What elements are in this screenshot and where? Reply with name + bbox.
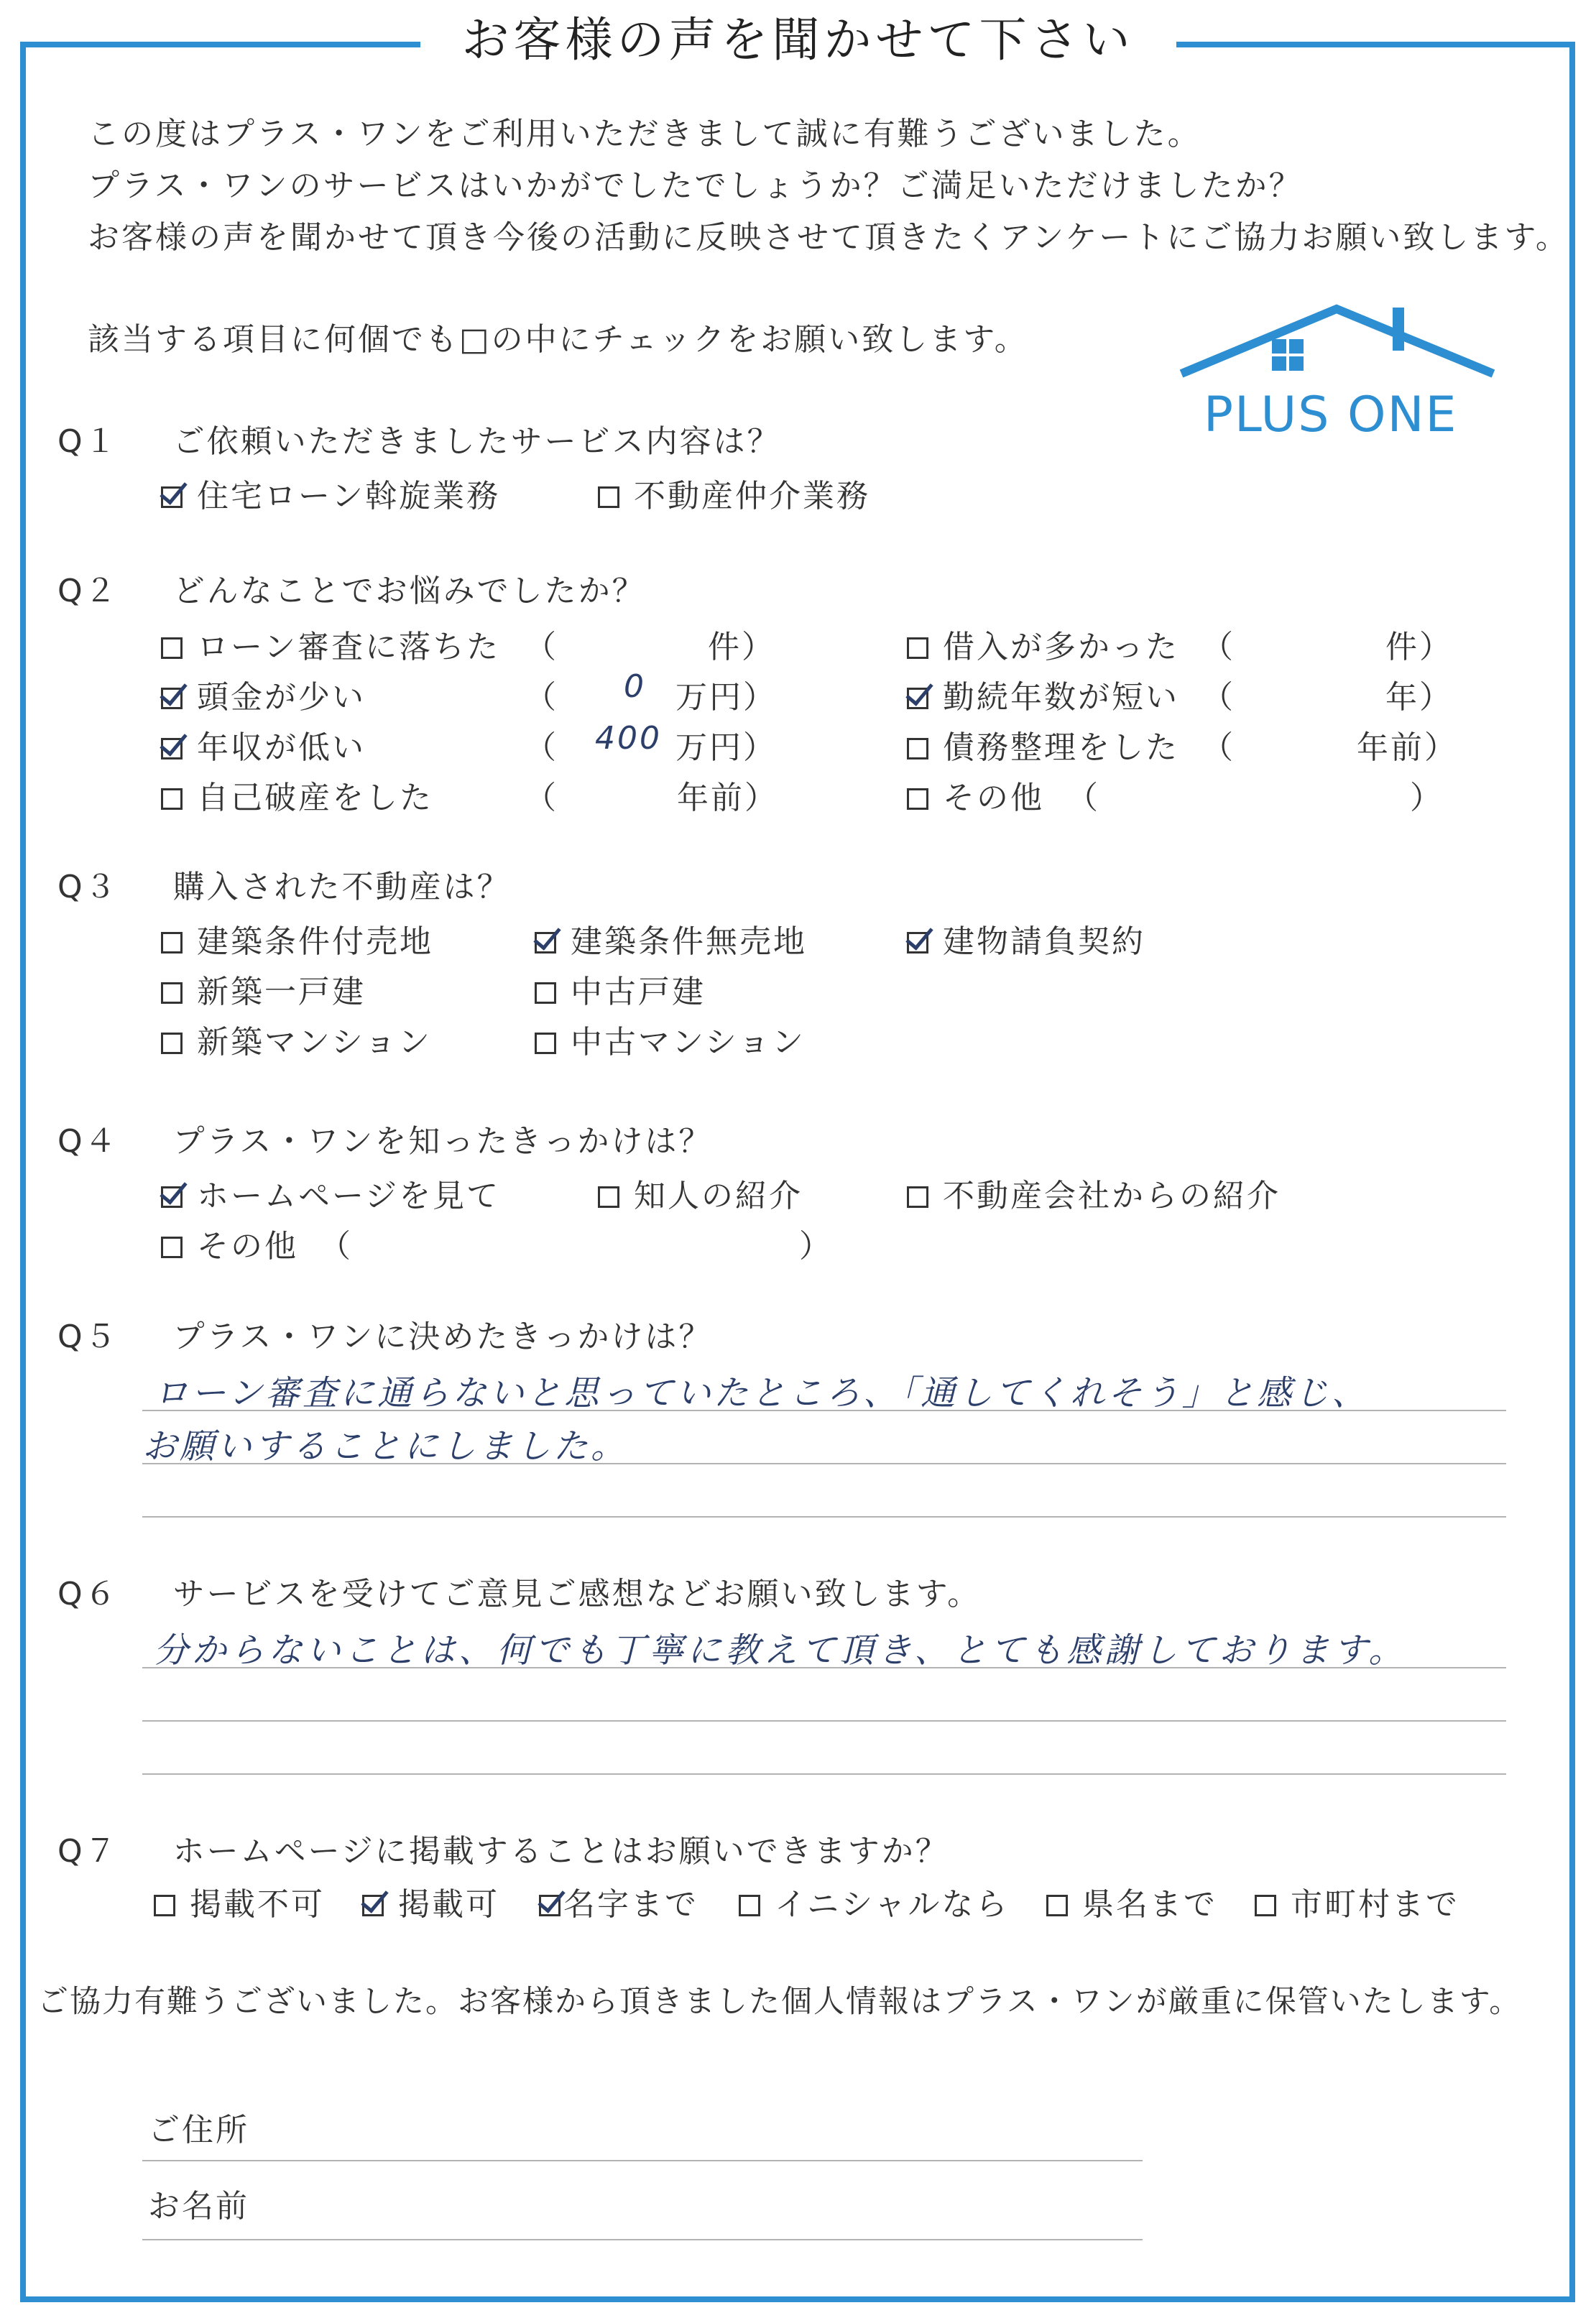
q2-question <box>57 565 646 611</box>
logo-text: PLUS ONE <box>1204 387 1458 443</box>
q7-question <box>57 1825 949 1871</box>
checkbox[interactable] <box>598 486 619 508</box>
q7-option-initials[interactable]: イニシャルなら <box>739 1878 1009 1924</box>
answer-line <box>142 1410 1506 1411</box>
checkbox[interactable] <box>907 1186 928 1208</box>
q2-paren-open: （ <box>1201 679 1235 716</box>
q2-option-bankruptcy[interactable]: 自己破産をした <box>161 772 433 818</box>
q2-option-loan-rejected[interactable]: ローン審査に落ちた <box>161 621 500 667</box>
q4-number: Q４ <box>57 1123 119 1160</box>
q2-option-low-income[interactable]: 年収が低い <box>161 721 366 767</box>
q2-paren-open: （ <box>1201 629 1235 665</box>
q5-answer-line-1: ローン審査に通らないと思っていたところ、「通してくれそう」と感じ、 <box>154 1373 1370 1413</box>
address-line[interactable] <box>142 2160 1143 2161</box>
checkbox-checked[interactable] <box>362 1895 384 1916</box>
q4-question <box>57 1115 712 1161</box>
q4-text: プラス・ワンを知ったきっかけは？ <box>172 1123 713 1160</box>
q3-text: 購入された不動産は？ <box>172 869 511 905</box>
q2-paren-open: （ <box>525 629 558 665</box>
q1-number: Q１ <box>57 423 119 460</box>
checkbox-checked[interactable] <box>161 738 183 759</box>
q7-option-surname-only[interactable]: 名字まで <box>539 1878 698 1924</box>
q3-option-new-condo[interactable]: 新築マンション <box>161 1016 432 1062</box>
checkbox[interactable] <box>907 738 928 759</box>
checkbox-checked[interactable] <box>161 486 183 508</box>
checkbox[interactable] <box>1046 1895 1068 1916</box>
answer-line <box>142 1463 1506 1464</box>
checkbox[interactable] <box>535 1033 556 1054</box>
answer-line <box>142 1773 1506 1775</box>
q7-option-allowed[interactable]: 掲載可 <box>362 1878 499 1924</box>
q2-paren-open: （ <box>525 729 558 766</box>
q1-option-brokerage[interactable]: 不動産仲介業務 <box>598 470 870 516</box>
q3-option-used-house[interactable]: 中古戸建 <box>535 966 706 1012</box>
answer-line <box>142 1720 1506 1722</box>
downpayment-value: 0 <box>624 668 646 705</box>
q5-text: プラス・ワンに決めたきっかけは？ <box>172 1319 713 1355</box>
checkbox[interactable] <box>154 1895 175 1916</box>
income-value: 400 <box>595 720 662 757</box>
q2-option-many-loans[interactable]: 借入が多かった <box>907 621 1179 667</box>
q2-unit: ） <box>1410 780 1444 816</box>
checkbox[interactable] <box>739 1895 760 1916</box>
q3-question <box>57 861 511 907</box>
q7-option-prefecture[interactable]: 県名まで <box>1046 1878 1217 1924</box>
q6-answer: 分からないことは、何でも丁寧に教えて頂き、とても感謝しております。 <box>154 1630 1407 1671</box>
q1-option-loan[interactable]: 住宅ローン斡旋業務 <box>161 470 500 516</box>
q2-paren-open: （ <box>1066 780 1100 816</box>
q3-option-new-house[interactable]: 新築一戸建 <box>161 966 366 1012</box>
q1-text: ご依頼いただきましたサービス内容は？ <box>172 423 781 460</box>
q6-number: Q６ <box>57 1576 119 1612</box>
q6-question <box>57 1568 981 1614</box>
checkbox[interactable] <box>161 1237 183 1258</box>
checkbox[interactable] <box>161 932 183 953</box>
q2-unit: 万円） <box>675 679 777 716</box>
q3-number: Q３ <box>57 869 119 905</box>
q4-option-realestate-company[interactable]: 不動産会社からの紹介 <box>907 1170 1281 1216</box>
q4-paren-open: （ <box>319 1228 353 1265</box>
q2-unit: 年前） <box>677 780 778 816</box>
checkbox[interactable] <box>535 982 556 1004</box>
checkbox-checked[interactable] <box>161 688 183 709</box>
q2-unit: 万円） <box>675 729 777 766</box>
q2-paren-open: （ <box>1201 729 1235 766</box>
checkbox[interactable] <box>161 637 183 659</box>
q4-option-acquaintance[interactable]: 知人の紹介 <box>598 1170 803 1216</box>
q1-question <box>57 415 781 461</box>
q6-text: サービスを受けてご意見ご感想などお願い致します。 <box>172 1576 982 1612</box>
q2-option-short-tenure[interactable]: 勤続年数が短い <box>907 671 1179 717</box>
q7-number: Q７ <box>57 1833 119 1870</box>
intro-line-1: この度はプラス・ワンをご利用いただきまして誠に有難うございました。 <box>88 116 1201 152</box>
q2-option-debt-restructuring[interactable]: 債務整理をした <box>907 721 1179 767</box>
checkbox[interactable] <box>907 637 928 659</box>
checkbox-checked[interactable] <box>907 932 928 953</box>
q5-question <box>57 1311 712 1357</box>
checkbox[interactable] <box>907 788 928 810</box>
q3-option-conditional-land[interactable]: 建築条件付売地 <box>161 915 433 961</box>
checkbox-checked[interactable] <box>535 932 556 953</box>
intro-line-2: プラス・ワンのサービスはいかがでしたでしょうか？ご満足いただけましたか？ <box>88 167 1303 204</box>
intro-line-3: お客様の声を聞かせて頂き今後の活動に反映させて頂きたくアンケートにご協力お願い致します。 <box>88 219 1569 256</box>
checkbox[interactable] <box>161 982 183 1004</box>
answer-line <box>142 1516 1506 1518</box>
instruction-text: 該当する項目に何個でも□の中にチェックをお願い致します。 <box>88 321 1028 358</box>
name-line[interactable] <box>142 2239 1143 2240</box>
q2-unit: 件） <box>1385 629 1453 665</box>
q3-option-construction-contract[interactable]: 建物請負契約 <box>907 915 1145 961</box>
address-label: ご住所 <box>148 2112 249 2148</box>
form-title-wrap <box>0 6 1596 75</box>
form-title: お客様の声を聞かせて下さい <box>420 6 1176 75</box>
q4-option-homepage[interactable]: ホームページを見て <box>161 1170 500 1216</box>
checkbox-checked[interactable] <box>539 1895 561 1916</box>
q5-number: Q５ <box>57 1319 119 1355</box>
q2-unit: 件） <box>708 629 775 665</box>
q2-number: Q２ <box>57 573 119 609</box>
q7-option-city[interactable]: 市町村まで <box>1255 1878 1459 1924</box>
q2-paren-open: （ <box>525 780 558 816</box>
plus-one-logo <box>1171 295 1509 453</box>
q4-option-other[interactable]: その他 <box>161 1220 298 1266</box>
q2-unit: 年） <box>1385 679 1453 716</box>
checkbox-checked[interactable] <box>161 1186 183 1208</box>
q4-paren-close: ） <box>799 1228 833 1265</box>
checkbox[interactable] <box>598 1186 619 1208</box>
checkbox[interactable] <box>161 1033 183 1054</box>
q2-option-other[interactable]: その他 <box>907 772 1044 818</box>
checkbox-checked[interactable] <box>907 688 928 709</box>
q2-paren-open: （ <box>525 679 558 716</box>
checkbox[interactable] <box>1255 1895 1276 1916</box>
q7-option-not-allowed[interactable]: 掲載不可 <box>154 1878 325 1924</box>
name-label: お名前 <box>148 2188 249 2225</box>
q3-option-unconditional-land[interactable]: 建築条件無売地 <box>535 915 807 961</box>
q2-option-small-downpayment[interactable]: 頭金が少い <box>161 671 366 717</box>
checkbox[interactable] <box>161 788 183 810</box>
q5-answer-line-2: お願いすることにしました。 <box>142 1426 629 1467</box>
q7-text: ホームページに掲載することはお願いできますか？ <box>172 1833 949 1870</box>
q3-option-used-condo[interactable]: 中古マンション <box>535 1016 806 1062</box>
q2-unit: 年前） <box>1357 729 1458 766</box>
closing-text: ご協力有難うございました。お客様から頂きました個人情報はプラス・ワンが厳重に保管いたします。 <box>37 1984 1522 2020</box>
answer-line <box>142 1667 1506 1668</box>
q2-text: どんなことでお悩みでしたか？ <box>172 573 646 609</box>
